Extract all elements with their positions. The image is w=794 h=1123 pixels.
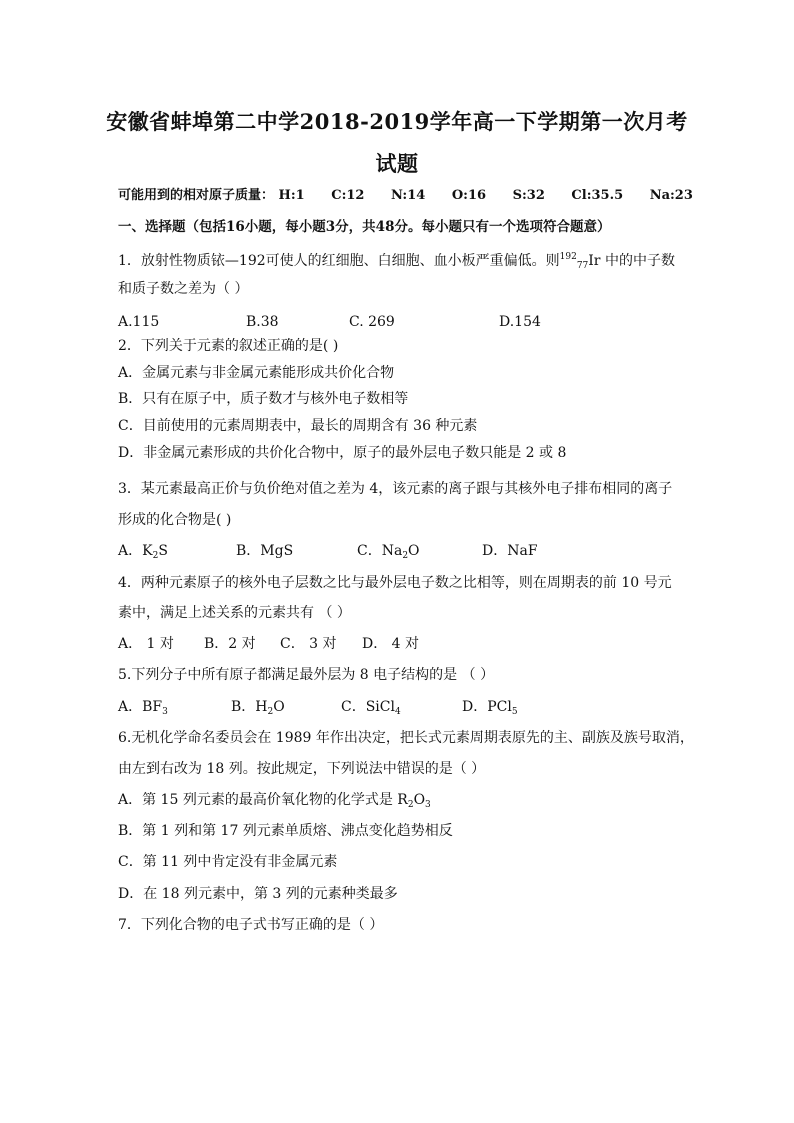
atomic-mass-item: H:1 (278, 188, 305, 203)
atomic-mass-item: Na:23 (649, 188, 693, 203)
question-1-text: 1．放射性物质铱—192可使人的红细胞、白细胞、血小板严重偏低。则 (118, 253, 560, 269)
option-text: A．第 15 列元素的最高价氧化物的化学式是 R (118, 792, 408, 808)
question-4-option-c: C． 3 对 (280, 636, 337, 652)
option-text-end: O (273, 699, 285, 715)
exam-title-line1: 安徽省蚌埠第二中学2018-2019学年高一下学期第一次月考 (106, 109, 688, 134)
question-7-stem: 7．下列化合物的电子式书写正确的是（ ） (118, 917, 384, 933)
question-1-option-b: B.38 (246, 314, 279, 330)
question-4-line1: 4．两种元素原子的核外电子层数之比与最外层电子数之比相等，则在周期表的前 10 号元 (118, 575, 672, 591)
option-text: B．MgS (236, 543, 294, 559)
question-5-option-b (231, 698, 285, 721)
option-text: C．Na (357, 543, 403, 559)
option-text: A．BF (118, 699, 163, 715)
option-text: D．NaF (482, 543, 538, 559)
section-heading: 一、选择题（包括16小题，每小题3分，共48分。每小题只有一个选项符合题意） (118, 219, 611, 235)
question-5-option-c (341, 698, 401, 721)
subscript: 5 (511, 707, 518, 717)
atomic-masses-line (118, 187, 693, 205)
option-text: C．SiCl (341, 699, 395, 715)
question-4-line2: 素中，满足上述关系的元素共有 （ ） (118, 605, 351, 621)
subscript: 4 (394, 707, 401, 717)
question-4-option-b: B．2 对 (204, 636, 256, 652)
question-5-option-d (462, 698, 518, 721)
question-4-option-a: A． 1 对 (118, 636, 174, 652)
subscript: 3 (162, 707, 168, 717)
option-text-end: O (408, 543, 420, 559)
atomic-mass-item: Cl:35.5 (571, 188, 624, 203)
atomic-mass-item: C:12 (331, 188, 365, 203)
question-2-option-a: A．金属元素与非金属元素能形成共价化合物 (118, 365, 395, 381)
question-1-text-end: Ir 中的中子数 (588, 253, 675, 269)
atomic-mass-item: S:32 (512, 188, 545, 203)
mass-number: 192 (559, 252, 577, 262)
question-6-option-d: D．在 18 列元素中，第 3 列的元素种类最多 (118, 886, 398, 902)
question-5-option-a (118, 698, 168, 721)
question-3-option-d (482, 542, 538, 560)
question-1-option-d: D.154 (499, 314, 541, 330)
exam-title-line2: 试题 (375, 151, 419, 176)
question-3-option-a (118, 542, 168, 565)
question-5-stem: 5.下列分子中所有原子都满足最外层为 8 电子结构的是 （ ） (118, 667, 495, 683)
subscript: 3 (425, 800, 431, 810)
question-4-option-d: D． 4 对 (362, 636, 420, 652)
question-3-option-c (357, 542, 420, 565)
question-2-option-b: B．只有在原子中，质子数才与核外电子数相等 (118, 391, 409, 407)
question-2-option-c: C．目前使用的元素周期表中，最长的周期含有 36 种元素 (118, 418, 478, 434)
option-text: A．K (118, 543, 153, 559)
atomic-number: 77 (576, 261, 589, 271)
question-6-line2: 由左到右改为 18 列。按此规定，下列说法中错误的是（ ） (118, 761, 486, 777)
subscript: 2 (407, 800, 414, 810)
subscript: 2 (152, 551, 159, 561)
question-6-option-b: B．第 1 列和第 17 列元素单质熔、沸点变化趋势相反 (118, 823, 453, 839)
option-text: D．PCl (462, 699, 512, 715)
option-text-mid: O (413, 792, 426, 808)
question-1-option-a: A.115 (118, 314, 160, 330)
atomic-masses-label: 可能用到的相对原子质量： (118, 188, 275, 203)
question-6-option-a (118, 791, 431, 814)
question-1-option-c: C. 269 (349, 314, 395, 330)
question-3-line1: 3．某元素最高正价与负价绝对值之差为 4，该元素的离子跟与其核外电子排布相同的离子 (118, 481, 673, 497)
question-6-option-c: C．第 11 列中肯定没有非金属元素 (118, 854, 338, 870)
question-2-option-d: D．非金属元素形成的共价化合物中，原子的最外层电子数只能是 2 或 8 (118, 445, 567, 461)
atomic-mass-item: O:16 (451, 188, 487, 203)
atomic-mass-item: N:14 (391, 188, 426, 203)
question-3-line2: 形成的化合物是( ) (118, 512, 232, 528)
subscript: 2 (267, 707, 274, 717)
question-3-option-b (236, 542, 293, 560)
question-2-stem: 2．下列关于元素的叙述正确的是( ) (118, 338, 339, 354)
option-text-end: S (158, 543, 168, 559)
option-text: B．H (231, 699, 268, 715)
subscript: 2 (402, 551, 409, 561)
question-1-line1 (118, 248, 675, 275)
question-6-line1: 6.无机化学命名委员会在 1989 年作出决定，把长式元素周期表原先的主、副族及族号取消， (118, 730, 694, 746)
question-1-line2: 和质子数之差为（ ） (118, 281, 249, 297)
